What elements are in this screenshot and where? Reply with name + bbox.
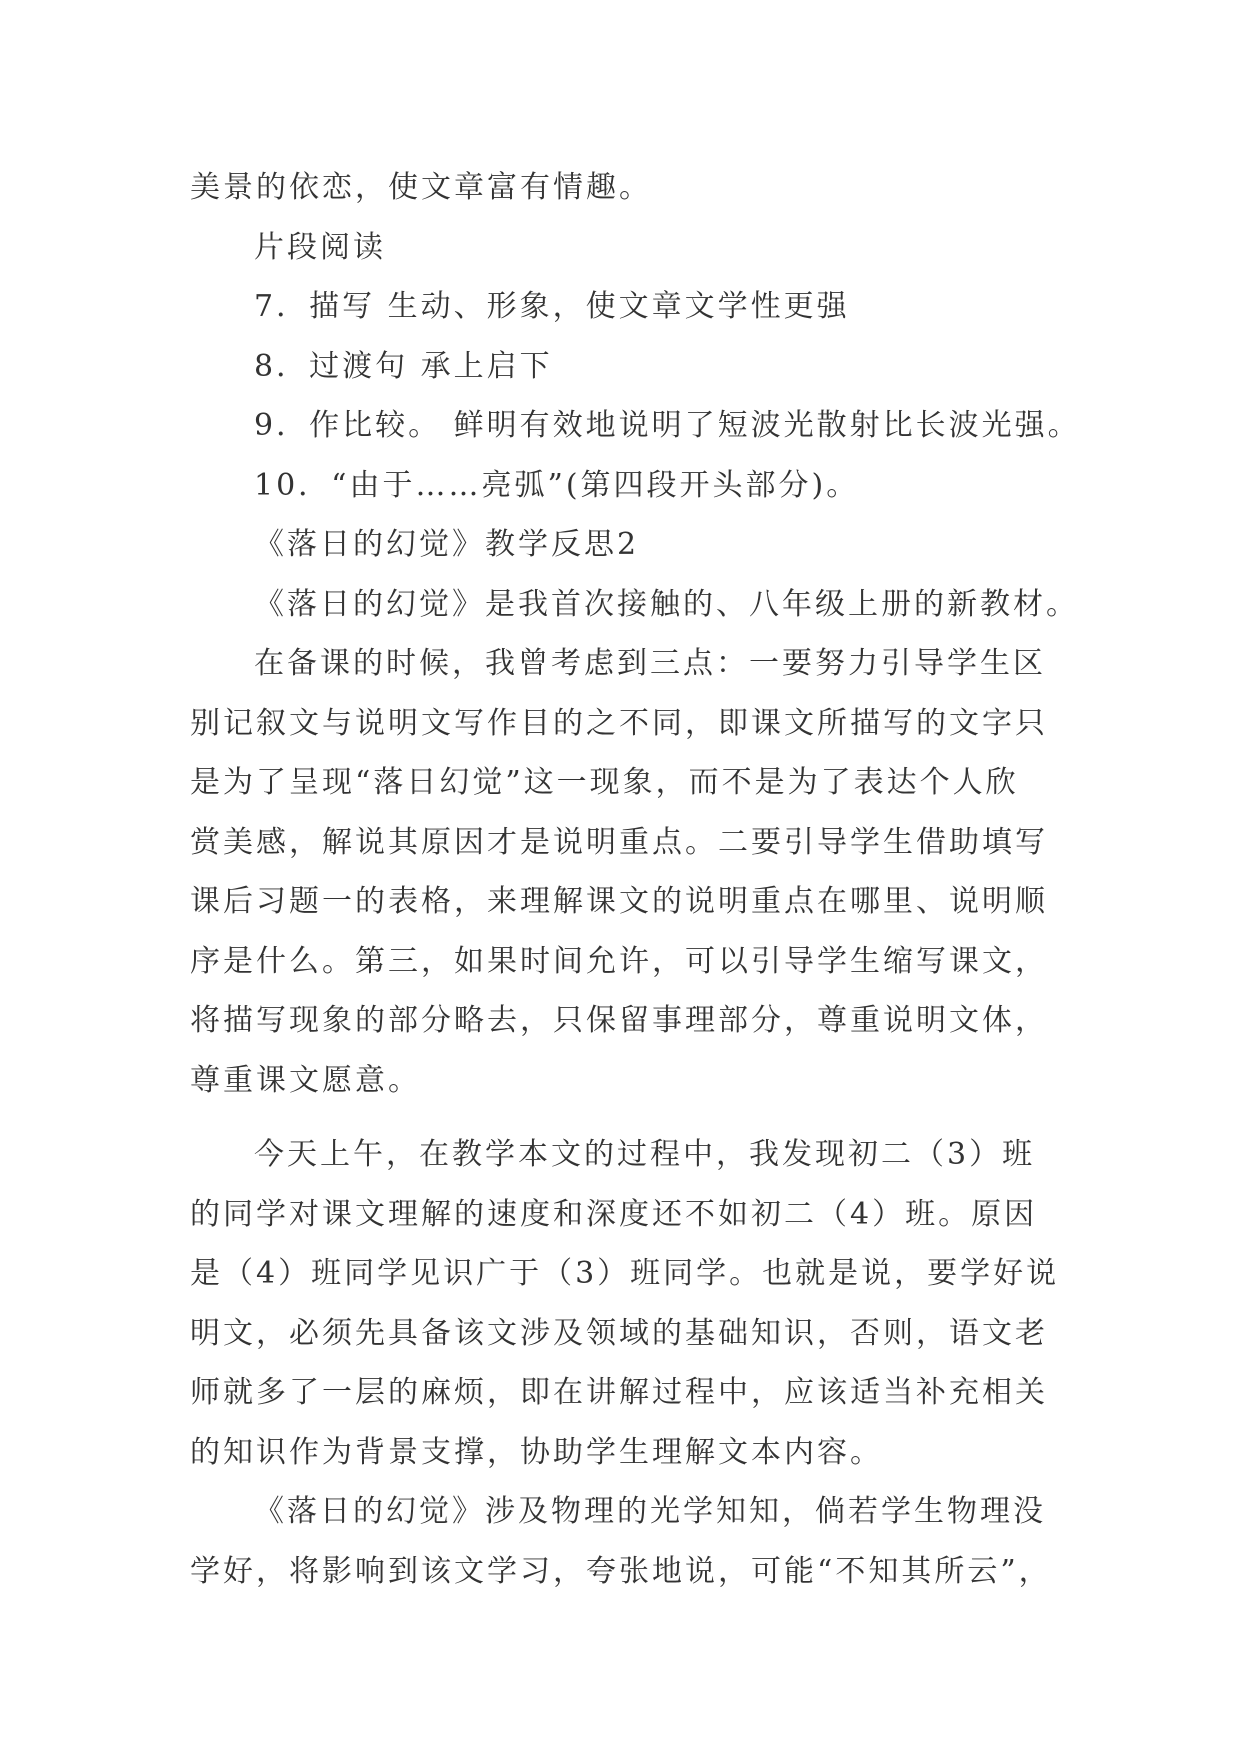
text-line: 序是什么。第三，如果时间允许，可以引导学生缩写课文， bbox=[190, 943, 1048, 979]
text-line: 明文，必须先具备该文涉及领域的基础知识，否则，语文老 bbox=[190, 1315, 1048, 1351]
text-line: 的知识作为背景支撑，协助学生理解文本内容。 bbox=[190, 1434, 883, 1470]
text-line: 课后习题一的表格，来理解课文的说明重点在哪里、说明顺 bbox=[190, 884, 1048, 919]
text-line: 是（4）班同学见识广于（3）班同学。也就是说，要学好说 bbox=[190, 1256, 1060, 1291]
text-line: 《落日的幻觉》是我首次接触的、八年级上册的新教材。 bbox=[254, 586, 1079, 622]
text-line: 的同学对课文理解的速度和深度还不如初二（4）班。原因 bbox=[190, 1196, 1038, 1232]
text-line: 尊重课文愿意。 bbox=[190, 1062, 421, 1098]
answer-item: 10．“由于……亮弧”(第四段开头部分)。 bbox=[254, 467, 860, 503]
paragraph-gap bbox=[190, 1110, 1062, 1125]
text-line: 学好，将影响到该文学习，夸张地说，可能“不知其所云”， bbox=[190, 1553, 1052, 1589]
answer-item: 7．描写 生动、形象，使文章文学性更强 bbox=[254, 289, 850, 324]
section-heading: 片段阅读 bbox=[254, 229, 386, 265]
text-line: 今天上午，在教学本文的过程中，我发现初二（3）班 bbox=[254, 1137, 1036, 1172]
text-line: 《落日的幻觉》涉及物理的光学知知，倘若学生物理没 bbox=[254, 1494, 1046, 1529]
text-line: 赏美感，解说其原因才是说明重点。二要引导学生借助填写 bbox=[190, 824, 1048, 860]
section-title: 《落日的幻觉》教学反思2 bbox=[254, 527, 640, 562]
text-line: 师就多了一层的麻烦，即在讲解过程中，应该适当补充相关 bbox=[190, 1375, 1048, 1410]
text-line: 美景的依恋，使文章富有情趣。 bbox=[190, 170, 652, 205]
document-body bbox=[190, 158, 1081, 1601]
text-line: 别记叙文与说明文写作目的之不同，即课文所描写的文字只 bbox=[190, 705, 1048, 741]
answer-item: 8．过渡句 承上启下 bbox=[254, 348, 553, 384]
text-line: 在备课的时候，我曾考虑到三点：一要努力引导学生区 bbox=[254, 646, 1046, 681]
text-line: 是为了呈现“落日幻觉”这一现象，而不是为了表达个人欣 bbox=[190, 765, 1019, 800]
text-line: 将描写现象的部分略去，只保留事理部分，尊重说明文体， bbox=[190, 1003, 1048, 1038]
answer-item: 9．作比较。 鲜明有效地说明了短波光散射比长波光强。 bbox=[254, 408, 1081, 443]
